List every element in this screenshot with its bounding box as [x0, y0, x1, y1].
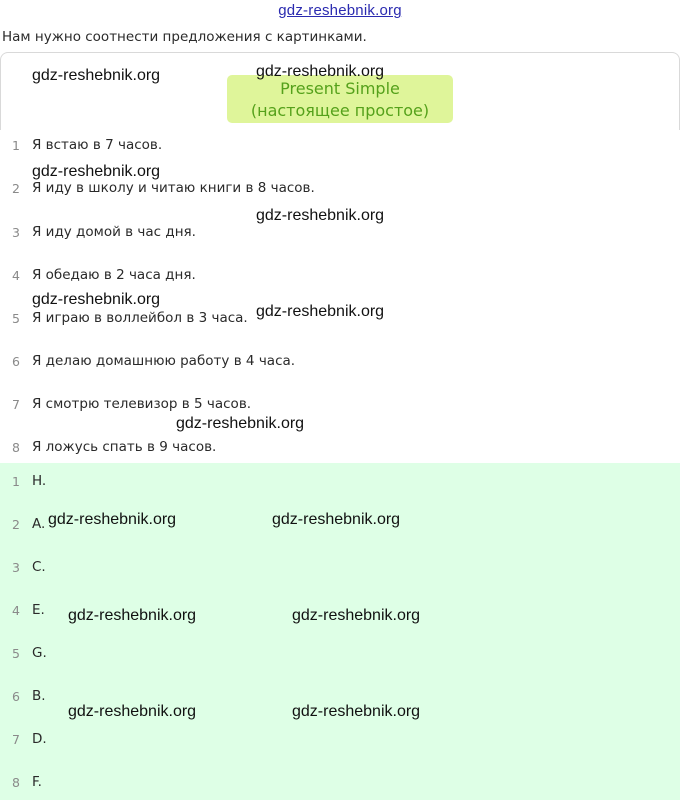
watermark: gdz-reshebnik.org	[48, 511, 177, 528]
watermark: gdz-reshebnik.org	[68, 607, 197, 624]
list-item	[0, 396, 680, 416]
item-number: 7	[12, 732, 20, 747]
watermark: gdz-reshebnik.org	[256, 63, 385, 80]
intro-text: Нам нужно соотнести предложения с картинками.	[2, 29, 367, 45]
list-item	[0, 602, 680, 622]
item-number: 7	[12, 397, 20, 412]
item-text: Я встаю в 7 часов.	[32, 137, 163, 153]
topic-title: Present Simple	[280, 79, 400, 98]
list-item	[0, 439, 680, 459]
item-text: Я иду в школу и читаю книги в 8 часов.	[32, 180, 315, 196]
item-text: B.	[32, 688, 46, 704]
list-item	[0, 137, 680, 157]
item-number: 4	[12, 268, 20, 283]
watermark: gdz-reshebnik.org	[272, 511, 401, 528]
topic-subtitle: (настоящее простое)	[250, 101, 430, 120]
list-item	[0, 559, 680, 579]
watermark: gdz-reshebnik.org	[256, 207, 385, 224]
list-item	[0, 267, 680, 287]
item-number: 3	[12, 560, 20, 575]
watermark: gdz-reshebnik.org	[256, 303, 385, 320]
item-text: H.	[32, 473, 47, 489]
list-item	[0, 688, 680, 708]
item-text: Я иду домой в час дня.	[32, 224, 196, 240]
list-item	[0, 353, 680, 373]
list-item	[0, 731, 680, 751]
list-item	[0, 516, 680, 536]
item-number: 1	[12, 474, 20, 489]
watermark: gdz-reshebnik.org	[292, 607, 421, 624]
item-number: 6	[12, 689, 20, 704]
sentences-list	[0, 130, 680, 463]
list-item	[0, 310, 680, 330]
item-number: 6	[12, 354, 20, 369]
watermark: gdz-reshebnik.org	[68, 703, 197, 720]
watermark: gdz-reshebnik.org	[176, 415, 305, 432]
item-number: 2	[12, 517, 20, 532]
item-text: G.	[32, 645, 47, 661]
item-number: 8	[12, 775, 20, 790]
item-number: 4	[12, 603, 20, 618]
item-number: 2	[12, 181, 20, 196]
watermark: gdz-reshebnik.org	[32, 67, 161, 84]
item-text: Я обедаю в 2 часа дня.	[32, 267, 196, 283]
item-text: Я ложусь спать в 9 часов.	[32, 439, 217, 455]
item-number: 8	[12, 440, 20, 455]
item-text: E.	[32, 602, 45, 618]
item-text: Я играю в воллейбол в 3 часа.	[32, 310, 248, 326]
item-number: 5	[12, 646, 20, 661]
list-item	[0, 180, 680, 200]
list-item	[0, 473, 680, 493]
answers-list	[0, 463, 680, 800]
item-number: 1	[12, 138, 20, 153]
site-header-link[interactable]: gdz-reshebnik.org	[278, 2, 402, 19]
watermark: gdz-reshebnik.org	[292, 703, 421, 720]
list-item	[0, 645, 680, 665]
item-text: Я делаю домашнюю работу в 4 часа.	[32, 353, 296, 369]
watermark: gdz-reshebnik.org	[32, 291, 161, 308]
topic-badge	[227, 75, 453, 123]
list-item	[0, 774, 680, 794]
item-text: A.	[32, 516, 46, 532]
item-number: 5	[12, 311, 20, 326]
list-item	[0, 224, 680, 244]
item-number: 3	[12, 225, 20, 240]
item-text: F.	[32, 774, 42, 790]
item-text: Я смотрю телевизор в 5 часов.	[32, 396, 252, 412]
item-text: D.	[32, 731, 47, 747]
item-text: C.	[32, 559, 46, 575]
watermark: gdz-reshebnik.org	[32, 163, 161, 180]
